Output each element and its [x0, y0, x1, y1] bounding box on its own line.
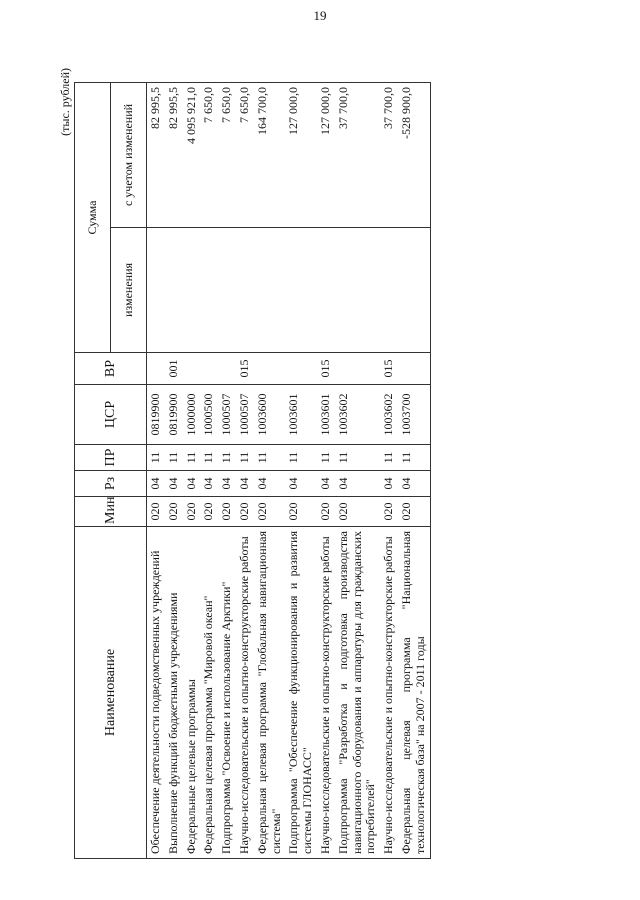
row-name: Подпрограмма "Освоение и использование Арктики": [218, 527, 236, 859]
row-changes: [165, 228, 183, 353]
row-changes: [183, 228, 201, 353]
row-vr: 001: [165, 353, 183, 385]
row-csr: 1000507: [236, 385, 254, 445]
row-changes: [200, 228, 218, 353]
row-total: 7 650,0: [218, 82, 236, 227]
header-min: Мин: [75, 497, 147, 527]
row-pr: 11: [218, 445, 236, 471]
row-total: 127 000,0: [317, 82, 335, 227]
row-pr: 11: [285, 445, 317, 471]
row-min: 020: [183, 497, 201, 527]
row-vr: [200, 353, 218, 385]
table-row: [285, 82, 317, 858]
row-min: 020: [218, 497, 236, 527]
row-min: 020: [200, 497, 218, 527]
row-changes: [218, 228, 236, 353]
row-pr: 11: [380, 445, 398, 471]
row-rz: 04: [200, 471, 218, 497]
row-changes: [236, 228, 254, 353]
row-total: -528 900,0: [398, 82, 430, 227]
row-rz: 04: [183, 471, 201, 497]
table-row: [335, 82, 380, 858]
row-pr: 11: [317, 445, 335, 471]
row-vr: [254, 353, 286, 385]
row-changes: [147, 228, 165, 353]
header-rz: Рз: [75, 471, 147, 497]
table-row: [200, 82, 218, 858]
row-changes: [254, 228, 286, 353]
row-rz: 04: [285, 471, 317, 497]
row-min: 020: [335, 497, 380, 527]
header-name: Наименование: [75, 527, 147, 859]
row-name: Федеральная целевая программа "Национальная технологическая база" на 2007 - 2011 годы: [398, 527, 430, 859]
row-changes: [335, 228, 380, 353]
row-vr: 015: [380, 353, 398, 385]
header-csr: ЦСР: [75, 385, 147, 445]
row-name: Научно-исследовательские и опытно-конструкторские работы: [236, 527, 254, 859]
row-rz: 04: [218, 471, 236, 497]
row-total: 37 700,0: [380, 82, 398, 227]
row-rz: 04: [236, 471, 254, 497]
row-name: Научно-исследовательские и опытно-конструкторские работы: [317, 527, 335, 859]
row-vr: [335, 353, 380, 385]
row-pr: 11: [335, 445, 380, 471]
row-vr: 015: [317, 353, 335, 385]
row-rz: 04: [380, 471, 398, 497]
table-row: [183, 82, 201, 858]
row-name: Подпрограмма "Обеспечение функционирования и развития системы ГЛОНАСС": [285, 527, 317, 859]
row-rz: 04: [317, 471, 335, 497]
row-csr: 0819900: [147, 385, 165, 445]
row-csr: 1003602: [380, 385, 398, 445]
row-name: Федеральная целевая программа "Глобальная навигационная система": [254, 527, 286, 859]
row-pr: 11: [398, 445, 430, 471]
row-total: 164 700,0: [254, 82, 286, 227]
row-name: Федеральная целевая программа "Мировой океан": [200, 527, 218, 859]
header-with-changes: с учетом изменений: [111, 82, 147, 227]
row-min: 020: [236, 497, 254, 527]
row-min: 020: [398, 497, 430, 527]
row-name: Научно-исследовательские и опытно-конструкторские работы: [380, 527, 398, 859]
row-vr: 015: [236, 353, 254, 385]
units-note: (тыс. рублей): [58, 68, 72, 136]
row-csr: 1000507: [218, 385, 236, 445]
table-row: [317, 82, 335, 858]
table-row: [147, 82, 165, 858]
header-changes: изменения: [111, 228, 147, 353]
row-csr: 0819900: [165, 385, 183, 445]
row-total: 4 095 921,0: [183, 82, 201, 227]
row-csr: 1000000: [183, 385, 201, 445]
row-rz: 04: [335, 471, 380, 497]
page-number: 19: [313, 8, 327, 23]
row-changes: [398, 228, 430, 353]
row-min: 020: [285, 497, 317, 527]
table-row: [165, 82, 183, 858]
row-pr: 11: [236, 445, 254, 471]
header-sum-group: Сумма: [75, 82, 111, 352]
table-row: [398, 82, 430, 858]
row-pr: 11: [165, 445, 183, 471]
row-changes: [380, 228, 398, 353]
row-vr: [398, 353, 430, 385]
row-total: 37 700,0: [335, 82, 380, 227]
row-rz: 04: [147, 471, 165, 497]
row-csr: 1000500: [200, 385, 218, 445]
table-row: [380, 82, 398, 858]
row-min: 020: [380, 497, 398, 527]
row-min: 020: [165, 497, 183, 527]
row-vr: [285, 353, 317, 385]
row-total: 127 000,0: [285, 82, 317, 227]
row-pr: 11: [183, 445, 201, 471]
row-name: Федеральные целевые программы: [183, 527, 201, 859]
row-csr: 1003602: [335, 385, 380, 445]
row-pr: 11: [147, 445, 165, 471]
row-changes: [285, 228, 317, 353]
row-total: 7 650,0: [236, 82, 254, 227]
row-min: 020: [254, 497, 286, 527]
row-min: 020: [317, 497, 335, 527]
row-vr: [147, 353, 165, 385]
budget-table: [74, 82, 431, 859]
row-name: Подпрограмма "Разработка и подготовка производства навигационного оборудования и аппаратуры для гражданских потребителей": [335, 527, 380, 859]
row-total: 82 995,5: [147, 82, 165, 227]
row-pr: 11: [254, 445, 286, 471]
row-csr: 1003601: [317, 385, 335, 445]
table-row: [236, 82, 254, 858]
row-vr: [218, 353, 236, 385]
row-total: 82 995,5: [165, 82, 183, 227]
table-row: [218, 82, 236, 858]
row-changes: [317, 228, 335, 353]
row-csr: 1003600: [254, 385, 286, 445]
header-pr: ПР: [75, 445, 147, 471]
row-pr: 11: [200, 445, 218, 471]
row-csr: 1003700: [398, 385, 430, 445]
row-rz: 04: [254, 471, 286, 497]
row-vr: [183, 353, 201, 385]
table-header: [75, 82, 147, 858]
table-row: [254, 82, 286, 858]
row-rz: 04: [398, 471, 430, 497]
row-total: 7 650,0: [200, 82, 218, 227]
row-min: 020: [147, 497, 165, 527]
row-name: Выполнение функций бюджетными учреждениями: [165, 527, 183, 859]
row-name: Обеспечение деятельности подведомственных учреждений: [147, 527, 165, 859]
row-csr: 1003601: [285, 385, 317, 445]
table-body: [147, 82, 431, 858]
row-rz: 04: [165, 471, 183, 497]
header-vr: ВР: [75, 353, 147, 385]
